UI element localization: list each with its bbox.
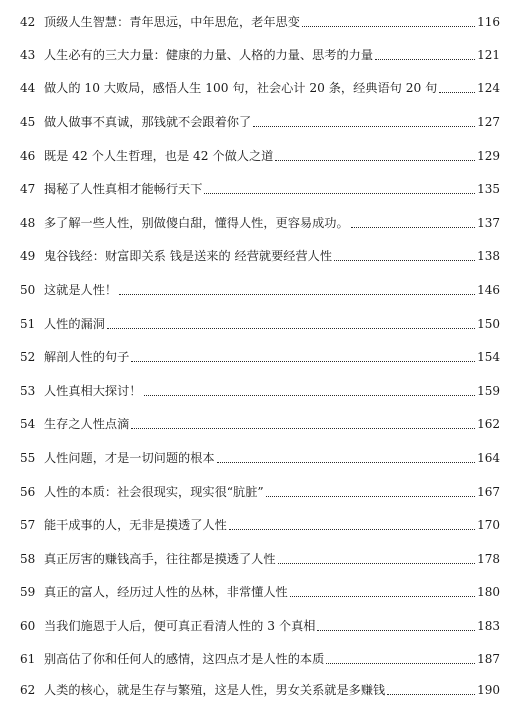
entry-page-number: 164 xyxy=(477,451,500,465)
toc-entry xyxy=(20,346,500,368)
toc-entry xyxy=(20,279,500,301)
entry-page-number: 187 xyxy=(477,652,500,666)
dot-leader xyxy=(439,92,475,93)
dot-leader xyxy=(317,630,475,631)
dot-leader xyxy=(278,563,476,564)
entry-number: 56 xyxy=(20,485,36,499)
dot-leader xyxy=(253,126,475,127)
entry-number: 60 xyxy=(20,619,36,633)
entry-page-number: 127 xyxy=(477,115,500,129)
entry-title: 多了解一些人性，别做傻白甜，懂得人性，更容易成功。 xyxy=(44,216,349,230)
toc-entry xyxy=(20,11,500,33)
entry-title: 这就是人性！ xyxy=(44,283,118,297)
entry-number: 48 xyxy=(20,216,36,230)
entry-page-number: 138 xyxy=(477,249,500,263)
entry-number: 50 xyxy=(20,283,36,297)
entry-page-number: 124 xyxy=(477,81,500,95)
toc-entry xyxy=(20,77,500,99)
dot-leader xyxy=(375,59,475,60)
entry-number: 58 xyxy=(20,552,36,566)
entry-number: 44 xyxy=(20,81,36,95)
dot-leader xyxy=(266,496,475,497)
entry-page-number: 162 xyxy=(477,417,500,431)
entry-title: 真正厉害的赚钱高手，往往都是摸透了人性 xyxy=(44,552,276,566)
dot-leader xyxy=(326,663,475,664)
entry-number: 49 xyxy=(20,249,36,263)
entry-page-number: 129 xyxy=(477,149,500,163)
toc-entry xyxy=(20,514,500,536)
entry-number: 55 xyxy=(20,451,36,465)
entry-number: 54 xyxy=(20,417,36,431)
toc-entry xyxy=(20,548,500,570)
entry-title: 人生必有的三大力量：健康的力量、人格的力量、思考的力量 xyxy=(44,48,374,62)
entry-number: 46 xyxy=(20,149,36,163)
entry-page-number: 178 xyxy=(477,552,500,566)
entry-page-number: 137 xyxy=(477,216,500,230)
entry-number: 52 xyxy=(20,350,36,364)
entry-title: 鬼谷钱经：财富即关系 钱是送来的 经营就要经营人性 xyxy=(44,249,333,263)
entry-title: 人性的漏洞 xyxy=(44,317,105,331)
dot-leader xyxy=(119,294,475,295)
dot-leader xyxy=(204,193,475,194)
entry-title: 人性的本质：社会很现实，现实很“肮脏” xyxy=(44,485,264,499)
dot-leader xyxy=(387,694,475,695)
entry-title: 人性真相大探讨！ xyxy=(44,384,142,398)
entry-page-number: 167 xyxy=(477,485,500,499)
entry-page-number: 150 xyxy=(477,317,500,331)
toc-entry xyxy=(20,679,500,701)
entry-page-number: 146 xyxy=(477,283,500,297)
entry-title: 人类的核心，就是生存与繁殖，这是人性，男女关系就是多赚钱 xyxy=(44,683,386,697)
entry-title: 别高估了你和任何人的感情，这四点才是人性的本质 xyxy=(44,652,325,666)
toc-entry xyxy=(20,44,500,66)
dot-leader xyxy=(107,328,475,329)
entry-title: 生存之人性点滴 xyxy=(44,417,130,431)
entry-number: 47 xyxy=(20,182,36,196)
entry-page-number: 159 xyxy=(477,384,500,398)
entry-number: 43 xyxy=(20,48,36,62)
dot-leader xyxy=(351,227,475,228)
dot-leader xyxy=(144,395,476,396)
entry-page-number: 170 xyxy=(477,518,500,532)
entry-title: 能干成事的人，无非是摸透了人性 xyxy=(44,518,227,532)
dot-leader xyxy=(275,160,475,161)
toc-entry xyxy=(20,380,500,402)
entry-number: 57 xyxy=(20,518,36,532)
entry-title: 真正的富人，经历过人性的丛林，非常懂人性 xyxy=(44,585,288,599)
toc-entry xyxy=(20,648,500,670)
entry-number: 42 xyxy=(20,15,36,29)
entry-number: 53 xyxy=(20,384,36,398)
toc-entry xyxy=(20,615,500,637)
entry-title: 做人做事不真诚，那钱就不会跟着你了 xyxy=(44,115,252,129)
entry-number: 45 xyxy=(20,115,36,129)
entry-number: 62 xyxy=(20,683,36,697)
entry-page-number: 154 xyxy=(477,350,500,364)
toc-entry xyxy=(20,413,500,435)
dot-leader xyxy=(131,361,475,362)
entry-title: 当我们施恩于人后，便可真正看清人性的 3 个真相 xyxy=(44,619,316,633)
toc-entry xyxy=(20,581,500,603)
toc-entry xyxy=(20,245,500,267)
toc-entry xyxy=(20,313,500,335)
entry-title: 顶级人生智慧：青年思远，中年思危，老年思变 xyxy=(44,15,300,29)
entry-number: 61 xyxy=(20,652,36,666)
entry-number: 51 xyxy=(20,317,36,331)
entry-page-number: 135 xyxy=(477,182,500,196)
toc-entry xyxy=(20,178,500,200)
entry-page-number: 190 xyxy=(477,683,500,697)
entry-title: 揭秘了人性真相才能畅行天下 xyxy=(44,182,203,196)
toc-entry xyxy=(20,111,500,133)
toc-entry xyxy=(20,145,500,167)
toc-entry xyxy=(20,212,500,234)
dot-leader xyxy=(334,260,475,261)
dot-leader xyxy=(131,428,475,429)
entry-page-number: 180 xyxy=(477,585,500,599)
entry-number: 59 xyxy=(20,585,36,599)
entry-title: 做人的 10 大败局，感悟人生 100 句，社会心计 20 条，经典语句 20 句 xyxy=(44,81,438,95)
toc-entry xyxy=(20,481,500,503)
entry-page-number: 116 xyxy=(477,15,500,29)
dot-leader xyxy=(229,529,475,530)
entry-title: 解剖人性的句子 xyxy=(44,350,130,364)
entry-page-number: 183 xyxy=(477,619,500,633)
entry-title: 人性问题，才是一切问题的根本 xyxy=(44,451,215,465)
entry-page-number: 121 xyxy=(477,48,500,62)
dot-leader xyxy=(290,596,475,597)
toc-entry xyxy=(20,447,500,469)
dot-leader xyxy=(302,26,475,27)
dot-leader xyxy=(217,462,475,463)
entry-title: 既是 42 个人生哲理，也是 42 个做人之道 xyxy=(44,149,274,163)
